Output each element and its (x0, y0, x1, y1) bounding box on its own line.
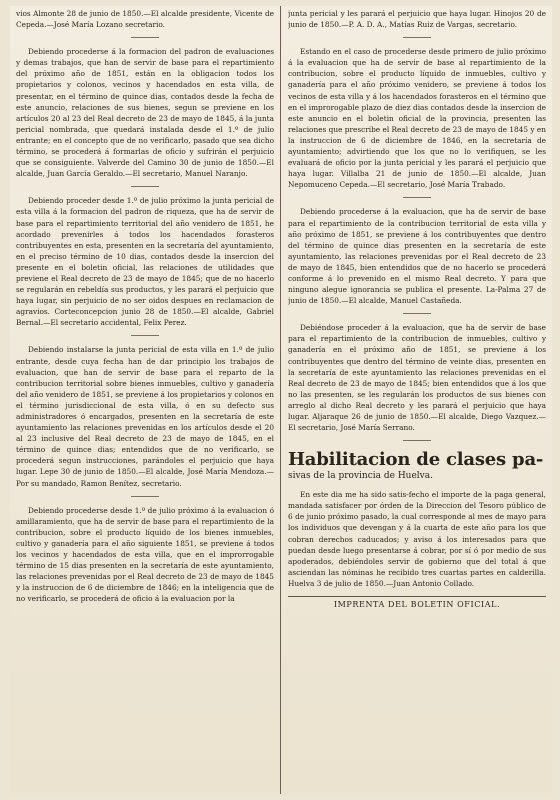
imprint-footer: IMPRENTA DEL BOLETIN OFICIAL. (288, 596, 546, 610)
notice-lepe: Debiendo instalarse la junta pericial de esta villa en 1.º de julio entrante, desde cuya fecha han de dar principio los trabajos de evaluacion, que han de servir de base para el reparto de la contribucion territorial sobre bienes inmuebles, cultivo y ganadería del año venidero de 1851, se previene á los propietarios y colonos en el término jurisdiccional de esta villa, ó en su defecto sus administradores ó encargados, presenten en la secretaría de este ayuntamiento las relaciones prevenidas en los artículos desde el 20 al 23 inclusive del Real decreto de 23 de mayo de 1845, en el término de quince dias; entendidos que de no verificarlo, se procederá segun instrucciones, parándoles el perjuicio que haya lugar. Lepe 30 de junio de 1850.—El alcalde, José María Mendoza.—Por su mandado, Ramon Benítez, secretario. (16, 345, 274, 488)
top-fragment-right: junta pericial y les parará el perjuicio que haya lugar. Hinojos 20 de junio de 1850.—P. A. D. A., Matías Ruiz de Vargas, secretario. (288, 9, 546, 30)
separator (403, 313, 431, 314)
separator (403, 197, 431, 198)
right-column (288, 8, 546, 792)
notice-hinojos-start: Debiendo procederse desde 1.º de julio próximo á la evaluacion ó amillaramiento, que ha de servir de base para el repartimiento de la contribucion, sobre el producto líquido de los bienes inmuebles, cultivo y ganadería para el año siguiente 1851, se previene á todos los vecinos y hacendados de esta villa, que en el improrrogable término de 15 dias presenten en la secretaría de este ayuntamiento, las relaciones prevenidas por el Real decreto de 23 de mayo de 1845 y la instruccion de 6 de diciembre de 1846; en la inteligencia que de no verificarlo, se procederá de oficio á la evaluacion por la (16, 505, 274, 604)
left-column (16, 8, 274, 792)
section-subheading: sivas de la provincia de Huelva. (288, 471, 433, 482)
notice-villalba: Estando en el caso de procederse desde primero de julio próximo á la evaluacion que ha de servir de base al repartimiento de la contribucion, sobre el producto líquido de inmuebles, cultivo y ganadería para el año próximo venidero, se previene á todos los vecinos de esta villa y á los hacendados forasteros en el término que en el improrogable plazo de diez dias contados desde la insercion de este anuncio en el boletin oficial de la provincia, presenten las relaciones que prescribe el Real decreto de 23 de mayo de 1845 y en la instruccion de 6 de diciembre de 1846, en la secretaría de ayuntamiento; advirtiendo que los que no lo verifiquen, se les evaluará de oficio por la junta pericial y les parará el perjuicio que haya lugar. Villalba 21 de junio de 1850.—El alcalde, Juan Nepomuceno Cepeda.—El secretario, José María Trabado. (288, 47, 546, 190)
separator (403, 37, 431, 38)
newspaper-page (10, 6, 552, 794)
separator (131, 186, 159, 187)
notice-corteconcepcion: Debiendo proceder desde 1.º de julio próximo la junta pericial de esta villa á la formacion del padron de riqueza, que ha de servir de base para el repartimiento territorial del año venidero de 1851, he acordado prevenirles á todos los hacendados forasteros contribuyentes en esta, presenten en la secretaría del ayuntamiento, en el preciso término de 10 dias, contados desde la insercion del presente en el boletin oficial, las relaciones de utilidades que previene el Real decreto de 23 de mayo de 1845; que de no hacerlo se regularán en rebeldía sus productos, y les parará el perjuicio que haya lugar, sin perjuicio de no ser oidos despues en reclamacion de agravios. Corteconcepcion junio 28 de 1850.—El alcalde, Gabriel Bernal.—El secretario accidental, Felix Perez. (16, 196, 274, 328)
separator (131, 496, 159, 497)
notice-valverde: Debiendo procederse á la formacion del padron de evaluaciones y demas trabajos, que han de servir de base para el repartimiento del próximo año de 1851, están en la obligacion todos los propietarios y colonos, vecinos y hacendados en esta villa, de presentar, en el término de quince dias, contados desde la fecha de este anuncio, relaciones de sus bienes, segun se previene en los artículos 20 al 23 del Real decreto de 23 de mayo de 1845, á la junta pericial nombrada, que quedará instalada desde el 1.º de julio entrante; en el concepto que de no verificarlo, pasado que sea dicho término, se procederá á formarlas de oficio y sufrirán el perjuicio que se consiguiente. Valverde del Camino 30 de junio de 1850.—El alcalde, Juan García Geraldo.—El secretario, Manuel Naranjo. (16, 47, 274, 179)
section-heading: Habilitacion de clases pa- (288, 449, 544, 471)
separator (403, 440, 431, 441)
separator (131, 37, 159, 38)
separator (131, 335, 159, 336)
column-rule (280, 6, 281, 794)
notice-clases-pasivas: En este dia me ha sido satis-fecho el importe de la paga general, mandada satisfacer por órden de la Direccion del Tesoro público de 6 de junio próximo pasado, la cual corresponde al mes de mayo para los individuos que devengan y á la cuarta de este año para los que cobran derechos caducados; y aviso á los interesados para que puedan desde luego presentarse á cobrar, por sí ó por medio de sus apoderados, debiéndoles servir de gobierno que del total á que asciendan las nóminas he recibido tres cuartas partes en calderilla. Huelva 3 de julio de 1850.—Juan Antonio Collado. (288, 490, 546, 588)
top-fragment-left: vios Almonte 28 de junio de 1850.—El alcalde presidente, Vicente de Cepeda.—José María Lozano secretario. (16, 9, 274, 30)
notice-la-palma: Debiendo procederse á la evaluacion, que ha de servir de base para el repartimiento de la contribucion territorial de esta villa y año próximo de 1851, se previene á los contribuyentes que dentro del término de quince dias presenten en la secretaría de este ayuntamiento, las relaciones prevenidas por el Real decreto de 23 de mayo de 1845, bien entendidos que de no hacerlo se procederá conforme á lo prevenido en el mismo Real decreto. Y para que ninguno alegue ignorancia se publica el presente. La-Palma 27 de junio de 1850.—El alcalde, Manuel Castañeda. (288, 207, 546, 306)
notice-aljaraque: Debiéndose proceder á la evaluacion, que ha de servir de base para el repartimiento de la contribucion de inmuebles, cultivo y ganadería en el próximo año de 1851, se previene á los contribuyentes que dentro del término de veinte dias, presenten en la secretaría de este ayuntamiento las relaciones prevenidas en el Real decreto de 23 de mayo de 1845; bien entendidos que á los que no las presenten, se les regularán los productos de sus bienes con arreglo al dicho Real decreto y les parará el perjuicio que haya lugar. Aljaraque 26 de junio de 1850.—El alcalde, Diego Vazquez.—El secretario, José María Serrano. (288, 323, 546, 433)
